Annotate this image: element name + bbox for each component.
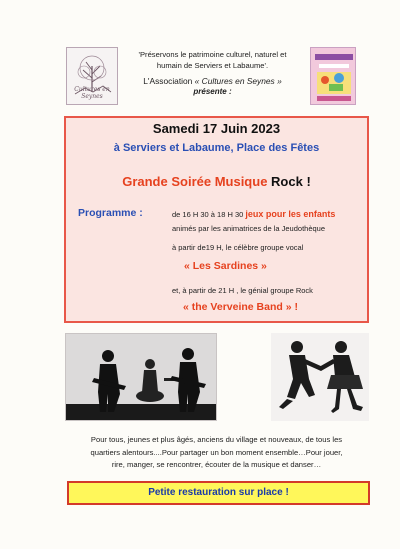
association-prefix: L'Association bbox=[143, 76, 193, 86]
band-silhouette-photo bbox=[65, 333, 217, 421]
event-title-main: Grande Soirée Musique bbox=[122, 174, 268, 189]
event-title bbox=[64, 174, 369, 189]
rock-band-name: « the Verveine Band » ! bbox=[183, 301, 298, 313]
kids-schedule bbox=[172, 209, 335, 219]
vocal-band-name: « Les Sardines » bbox=[184, 260, 267, 272]
association-line bbox=[120, 76, 305, 87]
intro-line: 'Préservons le patrimoine culturel, naturel et bbox=[138, 50, 287, 59]
rock-dancers-silhouette-icon bbox=[271, 333, 369, 421]
kids-host: animés par les animatrices de la Jeudothèque bbox=[172, 224, 326, 233]
association-logo bbox=[66, 47, 118, 105]
programme-label: Programme : bbox=[78, 207, 143, 219]
presente-label: présente : bbox=[193, 86, 232, 96]
restauration-banner: Petite restauration sur place ! bbox=[67, 481, 370, 505]
event-date: Samedi 17 Juin 2023 bbox=[152, 121, 281, 136]
event-description bbox=[62, 434, 371, 472]
logo-caption: Cultures en Seynes bbox=[74, 86, 110, 100]
kids-time: de 16 H 30 à 18 H 30 bbox=[172, 210, 244, 219]
intro-line: humain de Serviers et Labaume'. bbox=[156, 60, 269, 70]
vocal-intro: à partir de19 H, le célèbre groupe vocal bbox=[172, 243, 304, 252]
dancers-silhouette-photo bbox=[271, 333, 369, 421]
intro-block bbox=[120, 50, 305, 97]
association-name: « Cultures en Seynes » bbox=[194, 76, 282, 86]
description-line: Pour tous, jeunes et plus âgés, anciens du village et nouveaux, de tous les bbox=[90, 435, 343, 444]
kids-poster-thumbnail bbox=[310, 47, 356, 105]
rock-band-silhouette-icon bbox=[66, 334, 217, 421]
rock-intro: et, à partir de 21 H , le génial groupe Rock bbox=[172, 286, 313, 295]
description-line: quartiers alentours....Pour partager un bon moment ensemble…Pour jouer, bbox=[90, 447, 343, 457]
description-line: rire, manger, se rencontrer, écouter de la musique et danser… bbox=[111, 460, 322, 469]
event-place: à Serviers et Labaume, Place des Fêtes bbox=[113, 142, 320, 154]
kids-activity: jeux pour les enfants bbox=[245, 209, 336, 219]
kids-games-illustration-icon bbox=[311, 48, 356, 105]
event-title-rock: Rock ! bbox=[271, 174, 311, 189]
